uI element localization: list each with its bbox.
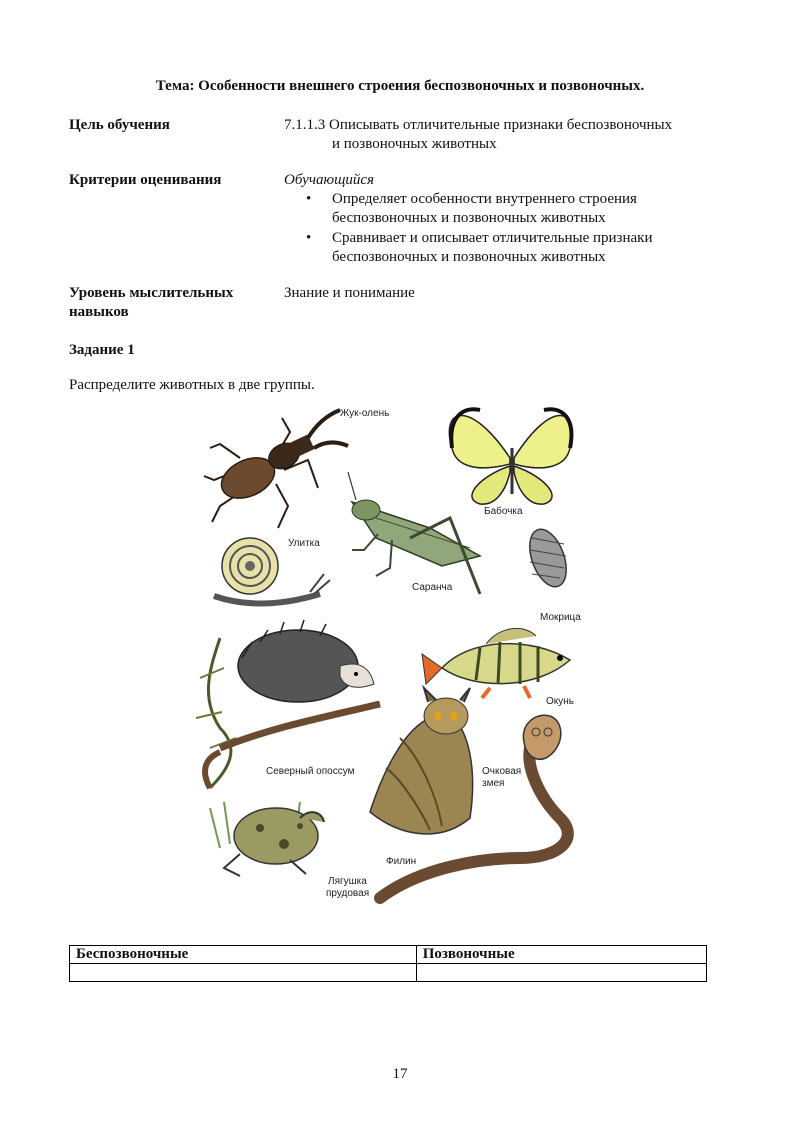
criteria-item [306,190,726,228]
criteria-item-line: Определяет особенности внутреннего строения [332,191,637,207]
label-stag-beetle: Жук-олень [340,408,390,419]
vertebrates-cell[interactable] [416,964,706,982]
header-vertebrates: Позвоночные [416,946,706,964]
goal-label: Цель обучения [69,117,170,133]
label-opossum: Северный опоссум [266,766,355,777]
label-cobra-line1: Очковая [482,766,522,777]
table-header-row [70,946,707,964]
task-instruction: Распределите животных в две группы. [69,377,315,393]
goal-line-2: и позвоночных животных [332,136,497,152]
page-number: 17 [392,1066,408,1082]
table-row [70,964,707,982]
label-perch: Окунь [546,696,574,707]
label-snail: Улитка [288,538,320,549]
woodlouse-icon [523,524,582,623]
snail-icon [214,538,330,604]
answer-table [69,945,707,982]
level-value: Знание и понимание [284,285,415,301]
criteria-list [306,190,726,268]
goal-value [284,116,672,154]
level-label-line: навыков [69,304,129,320]
eagle-owl-icon [370,688,473,867]
animals-illustration [180,398,600,918]
level-label [69,284,233,322]
criteria-item-line: Сравнивает и описывает отличительные признаки [332,230,653,246]
invertebrates-cell[interactable] [70,964,417,982]
bullet-icon: • [306,230,312,246]
locust-icon [348,472,480,594]
frog-icon [210,802,369,899]
label-cobra-line2: змея [482,778,505,789]
criteria-item-line: беспозвоночных и позвоночных животных [332,210,606,226]
level-label-line: Уровень мыслительных [69,285,234,301]
label-woodlouse: Мокрица [540,612,581,623]
header-invertebrates: Беспозвоночные [70,946,417,964]
page-title: Тема: Особенности внешнего строения беспозвоночных и позвоночных. [155,78,645,94]
label-butterfly: Бабочка [484,506,523,517]
opossum-icon [196,620,380,788]
perch-icon [422,628,574,707]
label-frog-line1: Лягушка [328,876,367,887]
criteria-label: Критерии оценивания [69,172,222,188]
label-frog-line2: прудовая [326,888,370,899]
bullet-icon: • [306,191,312,207]
butterfly-icon [449,409,572,517]
criteria-intro: Обучающийся [284,172,375,188]
label-eagle-owl: Филин [386,856,417,867]
label-locust: Саранча [412,582,453,593]
goal-line-1: 7.1.1.3 Описывать отличительные признаки беспозвоночных [284,117,673,133]
criteria-item [306,229,726,267]
task-heading: Задание 1 [69,342,135,358]
criteria-item-line: беспозвоночных и позвоночных животных [332,249,606,265]
